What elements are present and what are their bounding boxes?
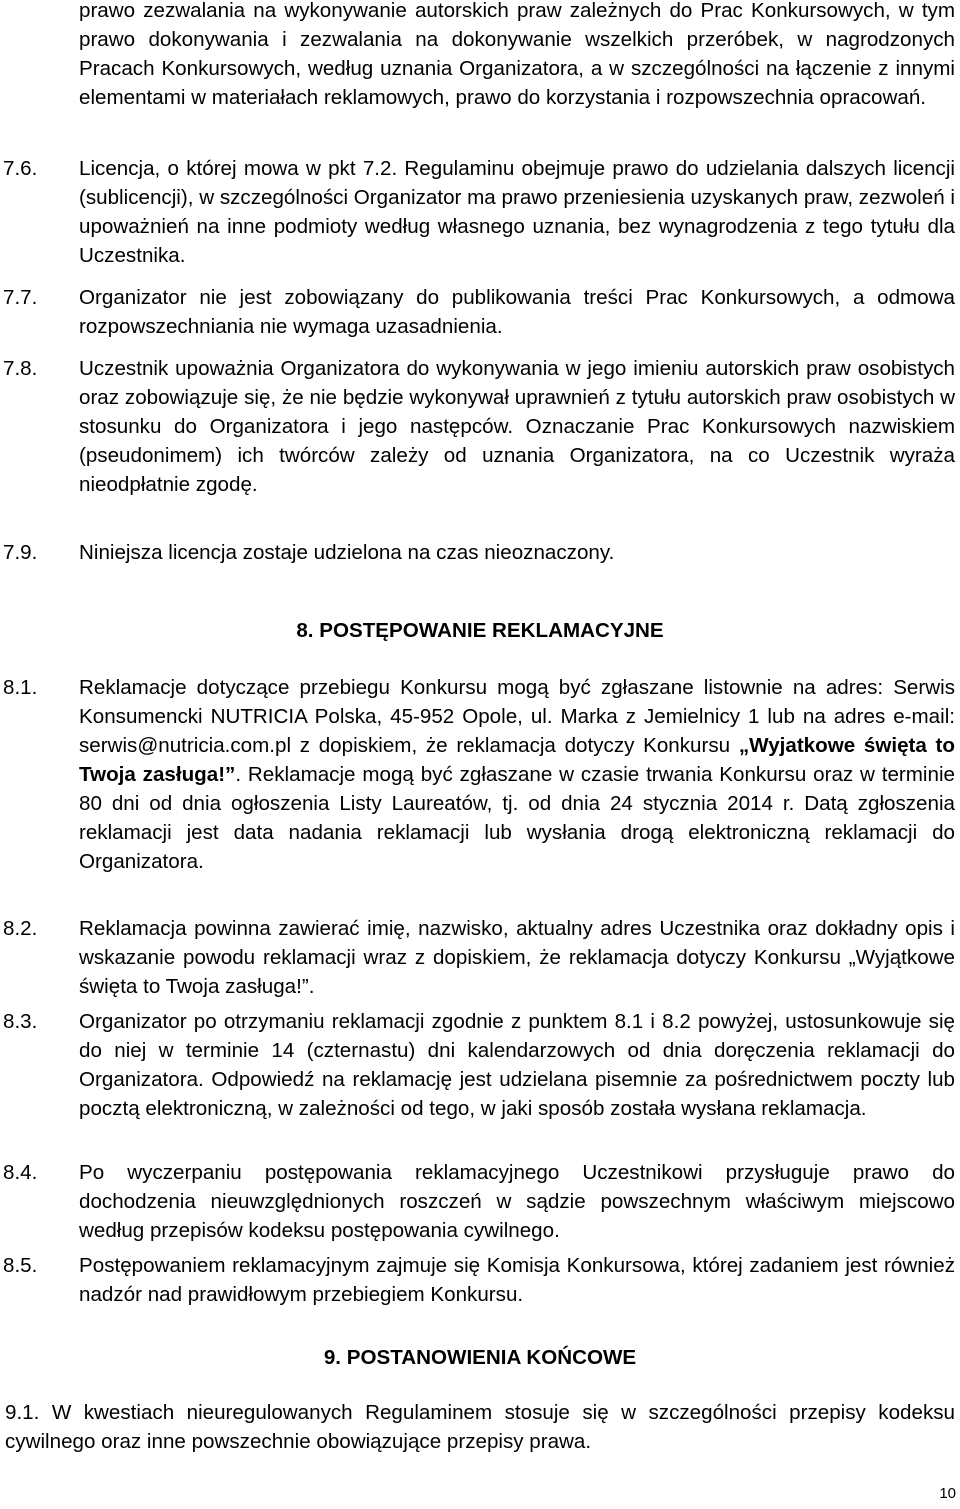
clause-text: Organizator po otrzymaniu reklamacji zgodnie z punktem 8.1 i 8.2 powyżej, ustosunkowuje się do niej w terminie 14 (czternastu) dni kalendarzowych od dnia doręczenia reklamacji do Organizatora. Odpowiedź na reklamację jest udzielana pisemnie za pośrednictwem poczty lub pocztą elektroniczną, w zależności od tego, w jaki sposób została wysłana reklamacja. [79, 1010, 955, 1120]
clause-9-1: 9.1. W kwestiach nieuregulowanych Regulaminem stosuje się w szczególności przepisy kodeksu cywilnego oraz inne powszechnie obowiązujące przepisy prawa. [5, 1401, 955, 1453]
clause-number: 7.8. [3, 357, 38, 380]
clause-number: 7.7. [3, 286, 38, 309]
clause-number: 8.1. [3, 676, 38, 699]
clause-8-2 [0, 914, 956, 1001]
clause-8-1 [0, 673, 956, 876]
clause-text [79, 673, 955, 876]
clause-text-part: . Reklamacje mogą być zgłaszane w czasie trwania Konkursu oraz w terminie 80 dni od dnia ogłoszenia Listy Laureatów, tj. od dnia 24 stycznia 2014 r. Datą zgłoszenia reklamacji jest data nadania reklamacji lub wysłania drogą elektroniczną reklamacji do Organizatora. [79, 763, 955, 873]
clause-8-3 [0, 1007, 956, 1123]
clause-text-part: Reklamacje dotyczące przebiegu Konkursu mogą być zgłaszane listownie na adres: Serwis Konsumencki NUTRICIA Polska, 45-952 Opole, ul. Marka z Jemielnicy 1 lub na adres e-mail: serwis@nutricia.com.pl z dopiskiem, że reklamacja dotyczy Konkursu [79, 676, 955, 757]
clause-number: 8.2. [3, 917, 38, 940]
section-8-heading: 8. POSTĘPOWANIE REKLAMACYJNE [296, 619, 664, 642]
clause-7-6 [0, 154, 956, 270]
clause-7-9 [0, 538, 956, 567]
clause-text: Niniejsza licencja zostaje udzielona na czas nieoznaczony. [79, 541, 615, 564]
clause-text: Uczestnik upoważnia Organizatora do wykonywania w jego imieniu autorskich praw osobistych oraz zobowiązuje się, że nie będzie wykonywał uprawnień z tytułu autorskich praw osobistych w stosunku do Organizatora i jego następców. Oznaczanie Prac Konkursowych nazwiskiem (pseudonimem) ich twórców zależy od uznania Organizatora, na co Uczestnik wyraża nieodpłatnie zgodę. [79, 357, 955, 496]
contest-name: „Wyjatkowe święta to Twoja zasługa!” [79, 734, 955, 786]
clause-8-4 [0, 1158, 956, 1245]
clause-text: Licencja, o której mowa w pkt 7.2. Regulaminu obejmuje prawo do udzielania dalszych licencji (sublicencji), w szczególności Organizator ma prawo przeniesienia uzyskanych praw, zezwoleń i upoważnień na inne podmioty według własnego uznania, bez wynagrodzenia z tego tytułu dla Uczestnika. [79, 157, 955, 267]
clause-number: 8.5. [3, 1254, 38, 1277]
clause-7-7 [0, 283, 956, 341]
section-9-heading: 9. POSTANOWIENIA KOŃCOWE [323, 1346, 637, 1369]
clause-8-5 [0, 1251, 956, 1309]
clause-text: Organizator nie jest zobowiązany do publikowania treści Prac Konkursowych, a odmowa rozpowszechniania nie wymaga uzasadnienia. [79, 286, 955, 338]
page-number: 10 [939, 1485, 956, 1502]
clause-7-8 [0, 354, 956, 499]
clause-text: Reklamacja powinna zawierać imię, nazwisko, aktualny adres Uczestnika oraz dokładny opis i wskazanie powodu reklamacji wraz z dopiskiem, że reklamacja dotyczy Konkursu „Wyjątkowe święta to Twoja zasługa!”. [79, 917, 955, 998]
clause-number: 8.3. [3, 1010, 38, 1033]
intro-paragraph: prawo zezwalania na wykonywanie autorskich praw zależnych do Prac Konkursowych, w tym prawo dokonywania i zezwalania na dokonywanie wszelkich przeróbek, w nagrodzonych Pracach Konkursowych, według uznania Organizatora, a w szczególności na łączenie z innymi elementami w materiałach reklamowych, prawo do korzystania i rozpowszechnia opracowań. [79, 0, 955, 109]
clause-text: Postępowaniem reklamacyjnym zajmuje się Komisja Konkursowa, której zadaniem jest również nadzór nad prawidłowym przebiegiem Konkursu. [79, 1254, 955, 1306]
clause-number: 7.9. [3, 541, 38, 564]
clause-number: 8.4. [3, 1161, 38, 1184]
clause-text: Po wyczerpaniu postępowania reklamacyjnego Uczestnikowi przysługuje prawo do dochodzenia nieuwzględnionych roszczeń w sądzie powszechnym właściwym miejscowo według przepisów kodeksu postępowania cywilnego. [79, 1161, 955, 1242]
clause-number: 7.6. [3, 157, 38, 180]
